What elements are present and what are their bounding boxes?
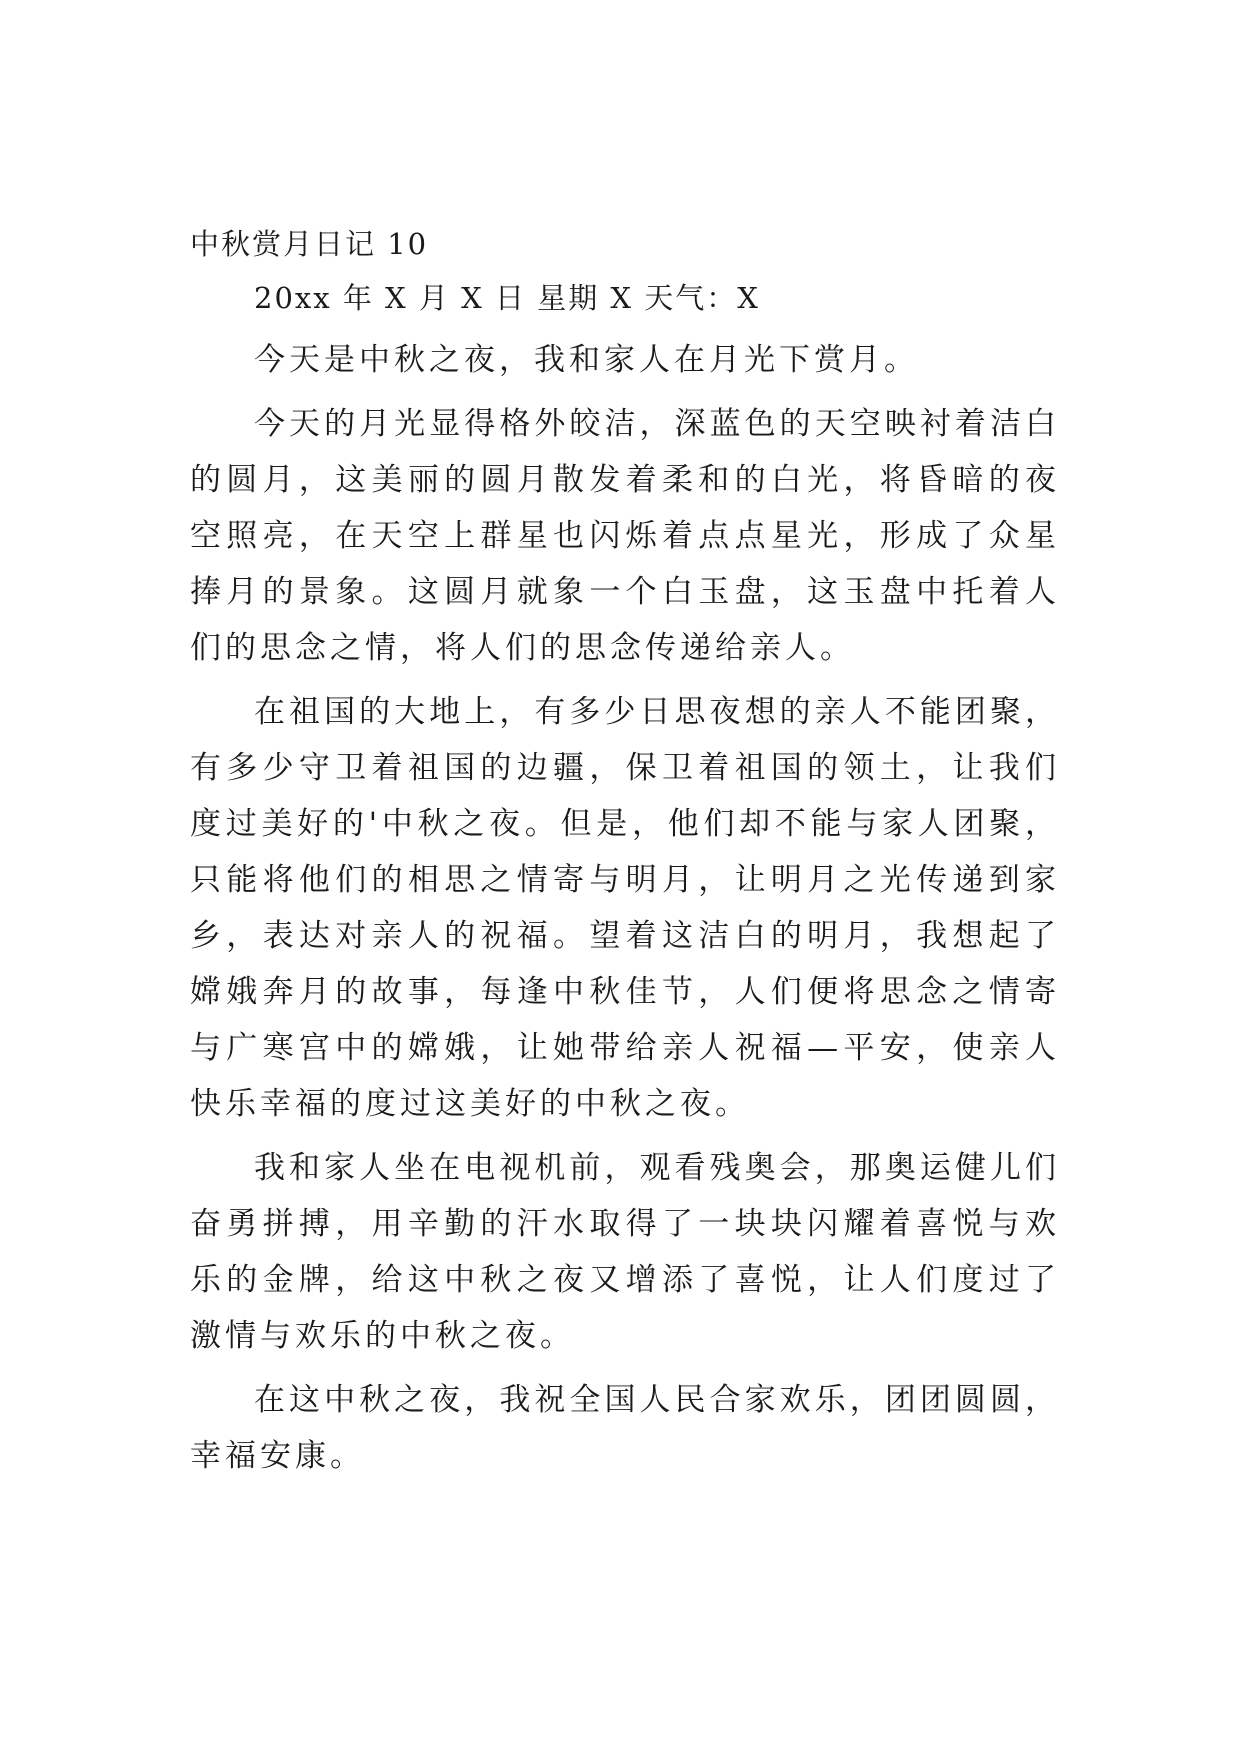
diary-date-line: 20xx 年 X 月 X 日 星期 X 天气：X — [254, 281, 760, 315]
document-title: 中秋赏月日记 10 — [190, 227, 429, 261]
paragraph-1: 今天是中秋之夜，我和家人在月光下赏月。 — [254, 342, 919, 378]
document-body — [190, 224, 1060, 1492]
paragraph-2: 今天的月光显得格外皎洁，深蓝色的天空映衬着洁白的圆月，这美丽的圆月散发着柔和的白光，将昏暗的夜空照亮，在天空上群星也闪烁着点点星光，形成了众星捧月的景象。这圆月就象一个白玉盘，这玉盘中托着人们的思念之情，将人们的思念传递给亲人。 — [190, 406, 1060, 666]
paragraph-3: 在祖国的大地上，有多少日思夜想的亲人不能团聚，有多少守卫着祖国的边疆，保卫着祖国的领土，让我们度过美好的'中秋之夜。但是，他们却不能与家人团聚，只能将他们的相思之情寄与明月，让明月之光传递到家乡，表达对亲人的祝福。望着这洁白的明月，我想起了嫦娥奔月的故事，每逢中秋佳节，人们便将思念之情寄与广寒宫中的嫦娥，让她带给亲人祝福—平安，使亲人快乐幸福的度过这美好的中秋之夜。 — [190, 694, 1060, 1122]
paragraph-5: 在这中秋之夜，我祝全国人民合家欢乐，团团圆圆，幸福安康。 — [190, 1382, 1060, 1474]
paragraph-4: 我和家人坐在电视机前，观看残奥会，那奥运健儿们奋勇拼搏，用辛勤的汗水取得了一块块闪耀着喜悦与欢乐的金牌，给这中秋之夜又增添了喜悦，让人们度过了激情与欢乐的中秋之夜。 — [190, 1150, 1060, 1354]
